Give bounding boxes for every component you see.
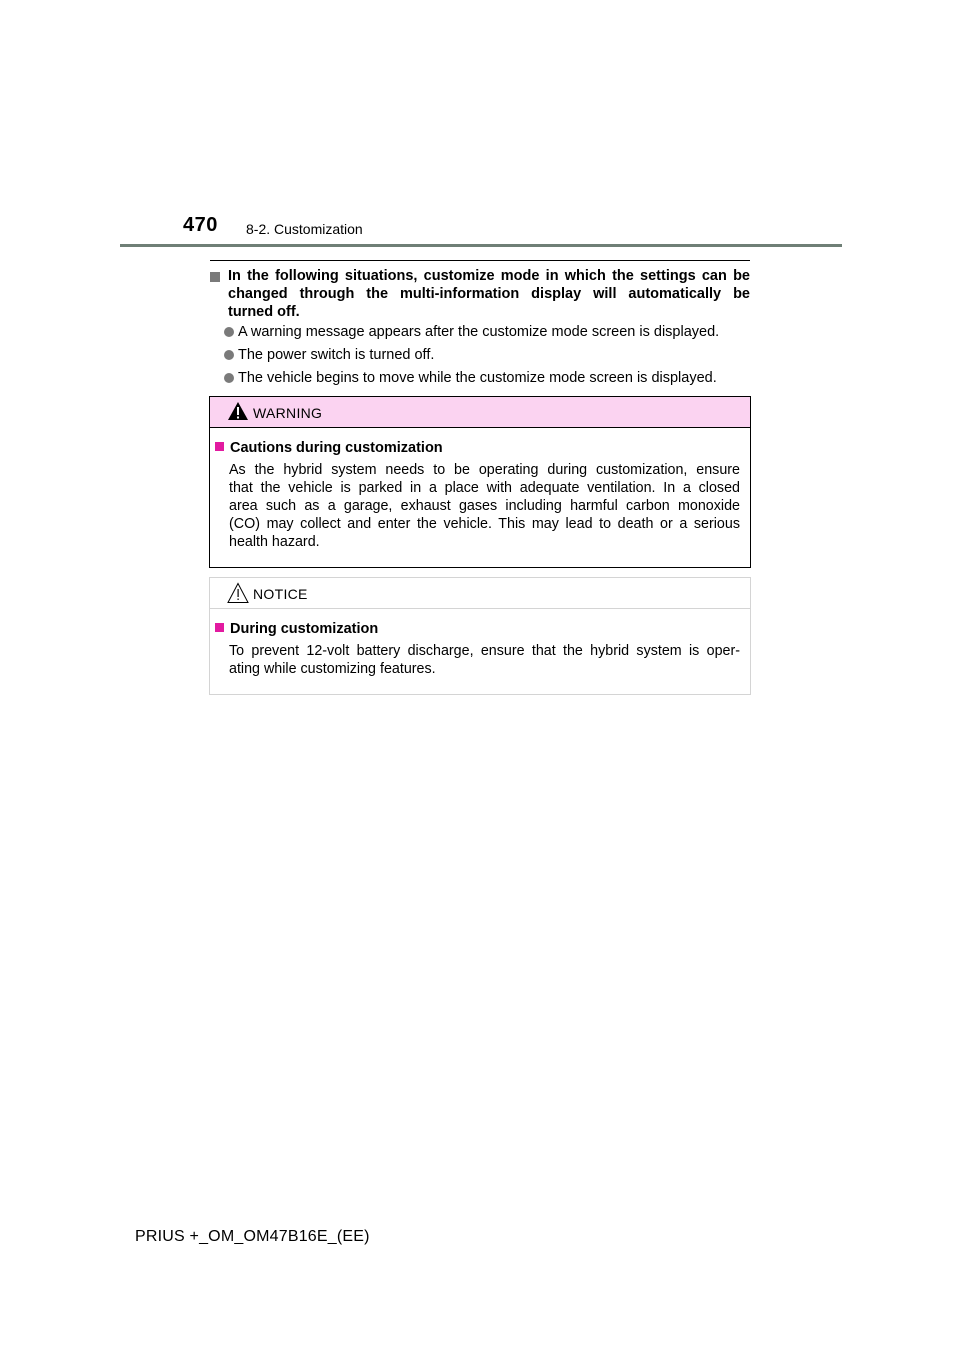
header-rule: [120, 244, 842, 247]
notice-box: [209, 577, 751, 695]
warning-body: [229, 461, 740, 551]
notice-body-line: ating while customizing features.: [229, 661, 436, 677]
list-item-text: The power switch is turned off.: [238, 347, 435, 363]
warning-body-line: area such as a garage, exhaust gases including harmful carbon monoxide: [229, 498, 740, 514]
document-id: PRIUS +_OM_OM47B16E_(EE): [135, 1228, 370, 1245]
heading-line: turned off.: [228, 304, 300, 320]
notice-header: [210, 578, 750, 609]
warning-body-line: As the hybrid system needs to be operating during customization, ensure: [229, 462, 740, 478]
warning-box: [209, 396, 751, 568]
notice-triangle-icon: [227, 582, 249, 604]
list-item-text: The vehicle begins to move while the customize mode screen is displayed.: [238, 370, 717, 386]
bullet-dot-icon: [224, 350, 234, 360]
pink-square-icon: [215, 442, 224, 451]
situation-heading: [210, 267, 750, 321]
warning-label: WARNING: [253, 405, 323, 421]
warning-body-line: that the vehicle is parked in a place with adequate ventilation. In a closed: [229, 480, 740, 496]
section-title: 8-2. Customization: [246, 221, 363, 237]
heading-square-icon: [210, 272, 220, 282]
content-divider: [210, 260, 750, 261]
list-item-text: A warning message appears after the customize mode screen is displayed.: [238, 324, 720, 340]
notice-title: [215, 621, 378, 637]
heading-line: changed through the multi-information display will automatically be: [228, 286, 750, 302]
list-item: [224, 369, 717, 387]
list-item: [224, 323, 719, 341]
warning-triangle-icon: [227, 401, 249, 421]
warning-body-line: health hazard.: [229, 534, 320, 550]
notice-body-line: To prevent 12-volt battery discharge, ensure that the hybrid system is oper-: [229, 643, 740, 659]
notice-body: [229, 642, 740, 678]
bullet-dot-icon: [224, 327, 234, 337]
warning-title-text: Cautions during customization: [230, 440, 443, 456]
page-number: 470: [183, 214, 218, 236]
warning-title: [215, 440, 443, 456]
bullet-dot-icon: [224, 373, 234, 383]
notice-title-text: During customization: [230, 621, 379, 637]
notice-label: NOTICE: [253, 586, 308, 602]
list-item: [224, 346, 434, 364]
pink-square-icon: [215, 623, 224, 632]
heading-line: In the following situations, customize mode in which the settings can be: [228, 268, 750, 284]
warning-header: [210, 397, 750, 428]
warning-body-line: (CO) may collect and enter the vehicle. This may lead to death or a serious: [229, 516, 740, 532]
